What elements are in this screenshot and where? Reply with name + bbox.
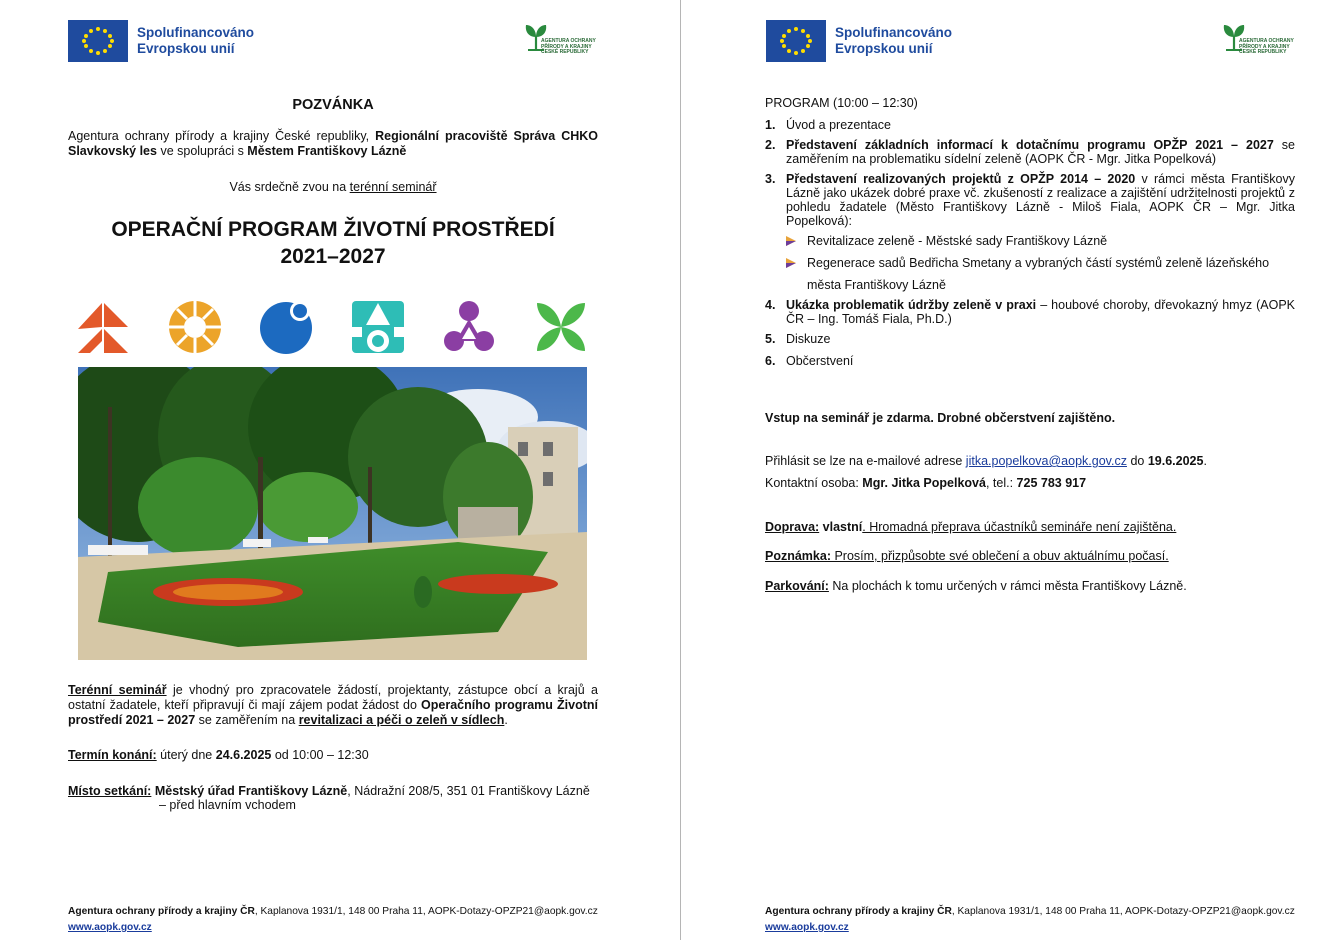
program-title: OPERAČNÍ PROGRAM ŽIVOTNÍ PROSTŘEDÍ 2021–2027: [111, 218, 555, 268]
program-item-3: 3. Představení realizovaných projektů z OPŽP 2014 – 2020 v rámci města Františkovy Lázně jako ukázek dobré praxe vč. zkušeností z realizace a zajištění udržitelnosti projektů z pohledu žadatele (Město Františkovy Lázně - Miloš Fiala, AOPK ČR – Mgr. Jitka Popelková):: [765, 172, 1296, 228]
transport-line: Doprava: vlastní. Hromadná přeprava účastníků semináře není zajištěna.: [765, 520, 1177, 534]
trefoil-symbol-icon: [442, 299, 496, 355]
program-item-5: 5. Diskuze: [765, 332, 831, 346]
circle-symbol-icon: [259, 299, 315, 355]
email-link[interactable]: jitka.popelkova@aopk.gov.cz: [965, 454, 1127, 468]
ring-symbol-icon: [168, 299, 222, 355]
footer-right: Agentura ochrany přírody a krajiny ČR, Kaplanova 1931/1, 148 00 Praha 11, AOPK-Dotazy-OPZP21@aopk.gov.cz www.aopk.gov.cz: [765, 906, 1295, 933]
eu-logo-right: [766, 20, 952, 62]
program-heading: PROGRAM (10:00 – 12:30): [765, 96, 918, 110]
page-divider: [680, 0, 681, 940]
program-item-6: 6. Občerstvení: [765, 354, 854, 368]
website-link[interactable]: www.aopk.gov.cz: [68, 922, 152, 933]
eu-logo: [68, 20, 254, 62]
program-subitem-2: Regenerace sadů Bedřicha Smetany a vybraných částí systémů zeleně lázeňského města Františkovy Lázně: [765, 252, 1295, 296]
seminar-description: Terénní seminář je vhodný pro zpracovatele žádostí, projektanty, zástupce obcí a krajů a ostatní žadatele, kteří připravují či mají zájem podat žádost do Operačního programu Životní prostředí 2021 – 2027 se zaměřením na revitalizaci a péči o zeleň v sídlech.: [68, 683, 598, 727]
program-item-4: 4. Ukázka problematik údržby zeleně v praxi – houbové choroby, dřevokazný hmyz (AOPK ČR – Ing. Tomáš Fiala, Ph.D.): [765, 298, 1295, 326]
program-symbols: [76, 299, 590, 357]
aopk-text: AGENTURA OCHRANY PŘÍRODY A KRAJINY ČESKÉ REPUBLIKY: [1239, 38, 1294, 55]
website-link[interactable]: www.aopk.gov.cz: [765, 922, 849, 933]
aopk-logo: [524, 22, 596, 62]
contact-line: Kontaktní osoba: Mgr. Jitka Popelková, tel.: 725 783 917: [765, 476, 1087, 490]
invite-line: Vás srdečně zvou na terénní seminář: [229, 180, 437, 194]
intro-paragraph: Agentura ochrany přírody a krajiny České republiky, Regionální pracoviště Správa CHKO Slavkovský les ve spolupráci s Městem Františkovy Lázně: [68, 129, 598, 158]
program-item-1: 1. Úvod a prezentace: [765, 118, 891, 132]
triangles-symbol-icon: [76, 299, 130, 355]
program-item-2: 2. Představení základních informací k dotačnímu programu OPŽP 2021 – 2027 se zaměřením na problematiku sídelní zeleně (AOPK ČR - Mgr. Jitka Popelková): [765, 138, 1295, 166]
park-photo-image: [78, 367, 587, 660]
eu-text: [137, 25, 254, 57]
water-symbol-icon: [350, 299, 406, 355]
page-title: POZVÁNKA: [292, 97, 374, 113]
eu-flag-icon: [68, 20, 128, 62]
leaves-symbol-icon: [533, 299, 589, 355]
footer-left: Agentura ochrany přírody a krajiny ČR, Kaplanova 1931/1, 148 00 Praha 11, AOPK-Dotazy-OPZP21@aopk.gov.cz www.aopk.gov.cz: [68, 906, 598, 933]
event-venue: Místo setkání: Městský úřad Františkovy Lázně, Nádražní 208/5, 351 01 Františkovy Lázně – před hlavním vchodem: [68, 784, 590, 812]
arrow-bullet-icon: [786, 258, 796, 268]
page-left: [0, 0, 660, 940]
program-list: [765, 118, 1295, 368]
registration-line: Přihlásit se lze na e-mailové adrese jitka.popelkova@aopk.gov.cz do 19.6.2025.: [765, 454, 1207, 468]
event-date: Termín konání: úterý dne 24.6.2025 od 10:00 – 12:30: [68, 748, 369, 762]
free-entry-note: Vstup na seminář je zdarma. Drobné občerstvení zajištěno.: [765, 411, 1116, 425]
eu-line-1: Spolufinancováno: [137, 25, 255, 40]
note-line: Poznámka: Prosím, přizpůsobte své oblečení a obuv aktuálnímu počasí.: [765, 549, 1169, 563]
aopk-text: AGENTURA OCHRANY PŘÍRODY A KRAJINY ČESKÉ REPUBLIKY: [541, 38, 596, 55]
park-photo: [78, 367, 587, 660]
eu-text: Spolufinancováno Evropskou unií: [835, 25, 953, 56]
aopk-logo-right: [1222, 22, 1294, 62]
program-subitem-1: Revitalizace zeleně - Městské sady Františkovy Lázně: [765, 230, 1295, 252]
parking-line: Parkování: Na plochách k tomu určených v rámci města Františkovy Lázně.: [765, 579, 1187, 593]
arrow-bullet-icon: [786, 236, 796, 246]
eu-line-2: Evropskou unií: [137, 41, 235, 56]
eu-flag-icon: [766, 20, 826, 62]
